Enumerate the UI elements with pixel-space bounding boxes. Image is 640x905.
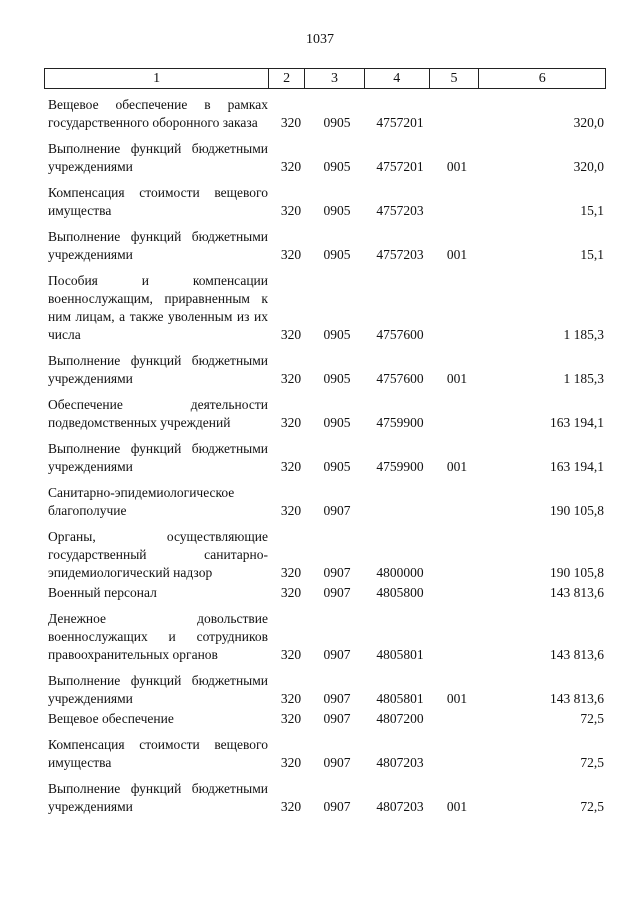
row-col-2: 320 (280, 327, 302, 342)
row-col-3: 0905 (323, 415, 351, 430)
row-name: Выполнение функций бюджетными учреждениями (48, 673, 268, 706)
row-col-6: 72,5 (580, 711, 604, 726)
row-col-2: 320 (280, 247, 302, 262)
table-row (48, 228, 604, 264)
table-row (48, 710, 604, 728)
row-col-2: 320 (280, 159, 302, 174)
header-col-3: 3 (305, 69, 365, 88)
table-row (48, 96, 604, 132)
row-col-6: 320,0 (573, 159, 604, 174)
row-col-3: 0905 (323, 247, 351, 262)
row-col-3: 0905 (323, 371, 351, 386)
row-col-3: 0907 (323, 565, 351, 580)
table-row (48, 584, 604, 602)
row-col-2: 320 (280, 647, 302, 662)
row-col-2: 320 (280, 503, 302, 518)
row-col-6: 1 185,3 (563, 327, 604, 342)
table-row (48, 184, 604, 220)
row-name: Вещевое обеспечение (48, 711, 174, 726)
row-col-3: 0905 (323, 459, 351, 474)
row-col-3: 0905 (323, 203, 351, 218)
row-col-4: 4757600 (376, 371, 424, 386)
row-col-2: 320 (280, 415, 302, 430)
row-name: Выполнение функций бюджетными учреждениями (48, 781, 268, 814)
row-col-6: 72,5 (580, 799, 604, 814)
row-name: Компенсация стоимости вещевого имущества (48, 737, 268, 770)
row-col-6: 163 194,1 (550, 415, 604, 430)
row-name: Компенсация стоимости вещевого имущества (48, 185, 268, 218)
row-name: Выполнение функций бюджетными учреждениями (48, 141, 268, 174)
row-col-3: 0907 (323, 691, 351, 706)
row-name: Обеспечение деятельности подведомственных учреждений (48, 397, 268, 430)
row-col-2: 320 (280, 755, 302, 770)
row-col-3: 0905 (323, 159, 351, 174)
header-col-1: 1 (45, 69, 269, 88)
row-col-6: 143 813,6 (550, 647, 604, 662)
row-name: Выполнение функций бюджетными учреждениями (48, 353, 268, 386)
row-col-5: 001 (446, 247, 468, 262)
row-col-5: 001 (446, 459, 468, 474)
row-name: Военный персонал (48, 585, 157, 600)
row-col-4: 4805801 (376, 691, 424, 706)
row-col-3: 0905 (323, 327, 351, 342)
row-col-4: 4757201 (376, 115, 424, 130)
row-col-6: 163 194,1 (550, 459, 604, 474)
row-col-6: 190 105,8 (550, 565, 604, 580)
header-col-5: 5 (430, 69, 480, 88)
row-col-3: 0907 (323, 711, 351, 726)
row-col-2: 320 (280, 585, 302, 600)
table-row (48, 736, 604, 772)
row-col-2: 320 (280, 799, 302, 814)
row-col-6: 143 813,6 (550, 585, 604, 600)
row-col-4: 4800000 (376, 565, 424, 580)
row-col-6: 190 105,8 (550, 503, 604, 518)
row-col-4: 4805801 (376, 647, 424, 662)
row-col-4: 4805800 (376, 585, 424, 600)
header-col-4: 4 (365, 69, 430, 88)
row-col-2: 320 (280, 711, 302, 726)
row-col-3: 0907 (323, 799, 351, 814)
table-row (48, 528, 604, 582)
row-col-4: 4757203 (376, 203, 424, 218)
row-name: Пособия и компенсации военнослужащим, приравненным к ним лицам, а также уволенным из их числа (48, 273, 268, 342)
table-row (48, 610, 604, 664)
row-col-3: 0907 (323, 755, 351, 770)
table-row (48, 140, 604, 176)
header-col-6: 6 (538, 71, 546, 86)
row-col-2: 320 (280, 115, 302, 130)
row-col-6: 15,1 (580, 203, 604, 218)
row-col-3: 0905 (323, 115, 351, 130)
row-name: Органы, осуществляющие государственный санитарно-эпидемиологический надзор (48, 529, 268, 580)
row-col-3: 0907 (323, 585, 351, 600)
row-col-2: 320 (280, 203, 302, 218)
row-col-6: 1 185,3 (563, 371, 604, 386)
table-body (48, 96, 604, 824)
row-name: Санитарно-эпидемиологическое благополучие (48, 485, 235, 518)
row-col-4: 4759900 (376, 459, 424, 474)
header-col-2: 2 (269, 69, 305, 88)
row-col-2: 320 (280, 371, 302, 386)
row-col-3: 0907 (323, 647, 351, 662)
table-row (48, 484, 604, 520)
table-header (44, 68, 606, 89)
row-col-4: 4757600 (376, 327, 424, 342)
row-col-4: 4759900 (376, 415, 424, 430)
row-name: Выполнение функций бюджетными учреждениями (48, 441, 268, 474)
page-number: 1037 (306, 32, 334, 47)
row-col-6: 320,0 (573, 115, 604, 130)
row-col-6: 15,1 (580, 247, 604, 262)
row-col-6: 72,5 (580, 755, 604, 770)
table-row (48, 440, 604, 476)
row-name: Денежное довольствие военнослужащих и сотрудников правоохранительных органов (48, 611, 268, 662)
row-name: Вещевое обеспечение в рамках государственного оборонного заказа (48, 97, 268, 130)
row-col-4: 4807203 (376, 799, 424, 814)
row-col-4: 4807200 (376, 711, 424, 726)
table-row (48, 352, 604, 388)
row-col-5: 001 (446, 799, 468, 814)
table-row (48, 672, 604, 708)
row-col-2: 320 (280, 691, 302, 706)
row-col-5: 001 (446, 371, 468, 386)
row-col-4: 4757203 (376, 247, 424, 262)
row-col-4: 4807203 (376, 755, 424, 770)
row-col-2: 320 (280, 459, 302, 474)
table-row (48, 780, 604, 816)
row-col-5: 001 (446, 691, 468, 706)
row-name: Выполнение функций бюджетными учреждениями (48, 229, 268, 262)
row-col-3: 0907 (323, 503, 351, 518)
table-row (48, 396, 604, 432)
table-row (48, 272, 604, 344)
row-col-4: 4757201 (376, 159, 424, 174)
row-col-2: 320 (280, 565, 302, 580)
row-col-5: 001 (446, 159, 468, 174)
row-col-6: 143 813,6 (550, 691, 604, 706)
